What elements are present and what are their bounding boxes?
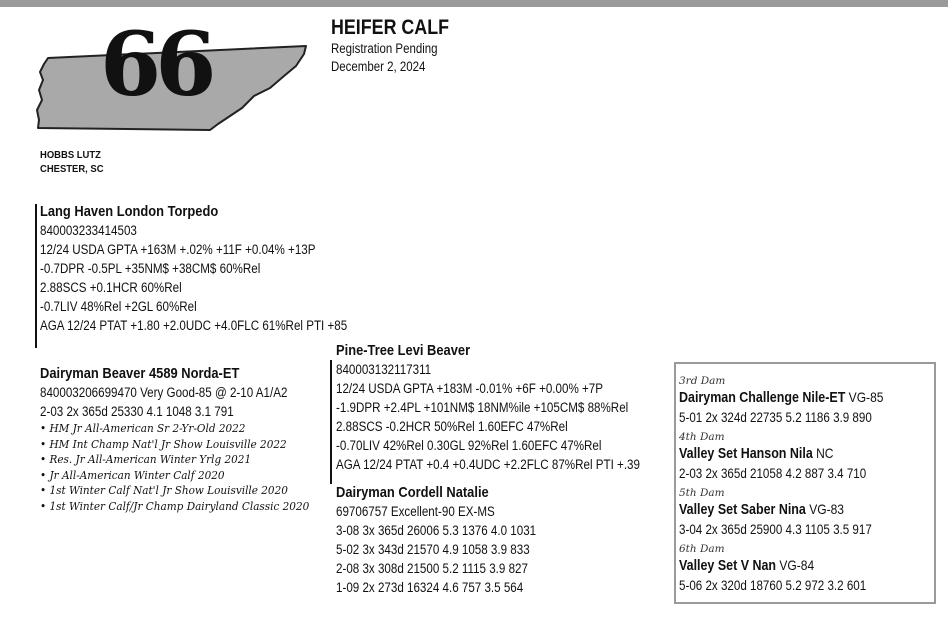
dam-block bbox=[40, 364, 328, 514]
dam-entry-record: 3-04 2x 365d 25900 4.3 1105 3.5 917 bbox=[679, 522, 872, 537]
dam-entry-name: Valley Set Hanson Nila bbox=[679, 446, 813, 462]
listing-header bbox=[331, 16, 470, 76]
dam-entry-name: Dairyman Challenge Nile-ET bbox=[679, 390, 846, 406]
dam-award: • HM Jr All-American Sr 2-Yr-Old 2022 bbox=[40, 422, 246, 435]
dam-name: Dairyman Beaver 4589 Norda-ET bbox=[40, 365, 240, 382]
lot-number: 66 bbox=[100, 12, 211, 116]
maternal-dams-box bbox=[674, 362, 936, 604]
dam-award: • HM Int Champ Nat'l Jr Show Louisville 2022 bbox=[40, 437, 287, 451]
dam-entry-name-line bbox=[679, 444, 866, 464]
dam-entry-name: Valley Set V Nan bbox=[679, 558, 777, 574]
dam-entry-6th bbox=[679, 542, 897, 595]
dam-sire-block bbox=[336, 341, 689, 474]
pedigree-line-dam-sire bbox=[330, 360, 332, 484]
dam-entry-name-line bbox=[679, 388, 883, 408]
dam-award: • Res. Jr All-American Winter Yrlg 2021 bbox=[40, 453, 252, 466]
granddam-record: 1-09 2x 273d 16324 4.6 757 3.5 564 bbox=[336, 580, 524, 595]
dam-sire-line: -1.9DPR +2.4PL +101NM$ 18NM%ile +105CM$ 88%Rel bbox=[336, 400, 629, 415]
dam-award: • Jr All-American Winter Calf 2020 bbox=[40, 468, 225, 482]
dam-entry-name-line bbox=[679, 556, 866, 576]
dam-generation-label: 3rd Dam bbox=[679, 375, 726, 387]
dam-entry-record: 2-03 2x 365d 21058 4.2 887 3.4 710 bbox=[679, 466, 867, 481]
dam-record: 2-03 2x 365d 25330 4.1 1048 3.1 791 bbox=[40, 404, 234, 419]
dam-entry-score: VG-84 bbox=[779, 557, 815, 573]
dam-generation-label: 6th Dam bbox=[679, 543, 725, 555]
dam-sire-line: 840003132117311 bbox=[336, 362, 432, 377]
pedigree-line-sire bbox=[35, 204, 37, 348]
dam-entry-score: NC bbox=[816, 445, 834, 461]
dam-award: • 1st Winter Calf Nat'l Jr Show Louisville 2020 bbox=[40, 484, 288, 497]
dam-sire-line: 12/24 USDA GPTA +183M -0.01% +6F +0.00% +7P bbox=[336, 381, 603, 396]
sire-line: AGA 12/24 PTAT +1.80 +2.0UDC +4.0FLC 61%Rel PTI +85 bbox=[40, 318, 348, 333]
sire-block bbox=[40, 202, 397, 335]
registration-status: Registration Pending bbox=[331, 41, 438, 56]
consignor-location: CHESTER, SC bbox=[40, 163, 104, 175]
dam-entry-name: Valley Set Saber Nina bbox=[679, 502, 806, 518]
dam-sire-line: AGA 12/24 PTAT +0.4 +0.4UDC +2.2FLC 87%Rel PTI +.39 bbox=[336, 457, 640, 472]
dam-line: 840003206699470 Very Good-85 @ 2-10 A1/A2 bbox=[40, 385, 288, 400]
dam-entry-record: 5-06 2x 320d 18760 5.2 972 3.2 601 bbox=[679, 578, 867, 593]
sex-title: HEIFER CALF bbox=[331, 16, 450, 39]
dam-generation-label: 5th Dam bbox=[679, 487, 725, 499]
granddam-record: 2-08 3x 308d 21500 5.2 1115 3.9 827 bbox=[336, 561, 528, 576]
consignor-name: HOBBS LUTZ bbox=[40, 149, 101, 161]
granddam-line: 69706757 Excellent-90 EX-MS bbox=[336, 504, 495, 519]
dam-award: • 1st Winter Calf/Jr Champ Dairyland Classic 2020 bbox=[40, 499, 310, 513]
sire-line: 12/24 USDA GPTA +163M +.02% +11F +0.04% +13P bbox=[40, 242, 316, 257]
sire-name: Lang Haven London Torpedo bbox=[40, 203, 219, 220]
granddam-name: Dairyman Cordell Natalie bbox=[336, 484, 489, 501]
birth-date: December 2, 2024 bbox=[331, 59, 426, 74]
consignor bbox=[40, 148, 104, 176]
dam-sire-line: 2.88SCS -0.2HCR 50%Rel 1.60EFC 47%Rel bbox=[336, 419, 568, 434]
sire-line: -0.7DPR -0.5PL +35NM$ +38CM$ 60%Rel bbox=[40, 261, 261, 276]
dam-entry-record: 5-01 2x 324d 22735 5.2 1186 3.9 890 bbox=[679, 410, 872, 425]
dam-sire-line: -0.70LIV 42%Rel 0.30GL 92%Rel 1.60EFC 47%Rel bbox=[336, 438, 602, 453]
top-rule bbox=[0, 0, 948, 7]
sire-line: -0.7LIV 48%Rel +2GL 60%Rel bbox=[40, 299, 197, 314]
granddam-record: 5-02 3x 343d 21570 4.9 1058 3.9 833 bbox=[336, 542, 530, 557]
granddam-record: 3-08 3x 365d 26006 5.3 1376 4.0 1031 bbox=[336, 523, 537, 538]
dam-entry-5th bbox=[679, 486, 903, 539]
dam-entry-score: VG-85 bbox=[848, 389, 884, 405]
dam-entry-3rd bbox=[679, 374, 917, 427]
dam-entry-4th bbox=[679, 430, 897, 483]
dam-entry-name-line bbox=[679, 500, 872, 520]
dam-entry-score: VG-83 bbox=[809, 501, 844, 517]
dam-sire-name: Pine-Tree Levi Beaver bbox=[336, 342, 471, 359]
sire-line: 2.88SCS +0.1HCR 60%Rel bbox=[40, 280, 182, 295]
dam-generation-label: 4th Dam bbox=[679, 431, 725, 443]
sire-line: 840003233414503 bbox=[40, 223, 137, 238]
granddam-block bbox=[336, 483, 569, 597]
